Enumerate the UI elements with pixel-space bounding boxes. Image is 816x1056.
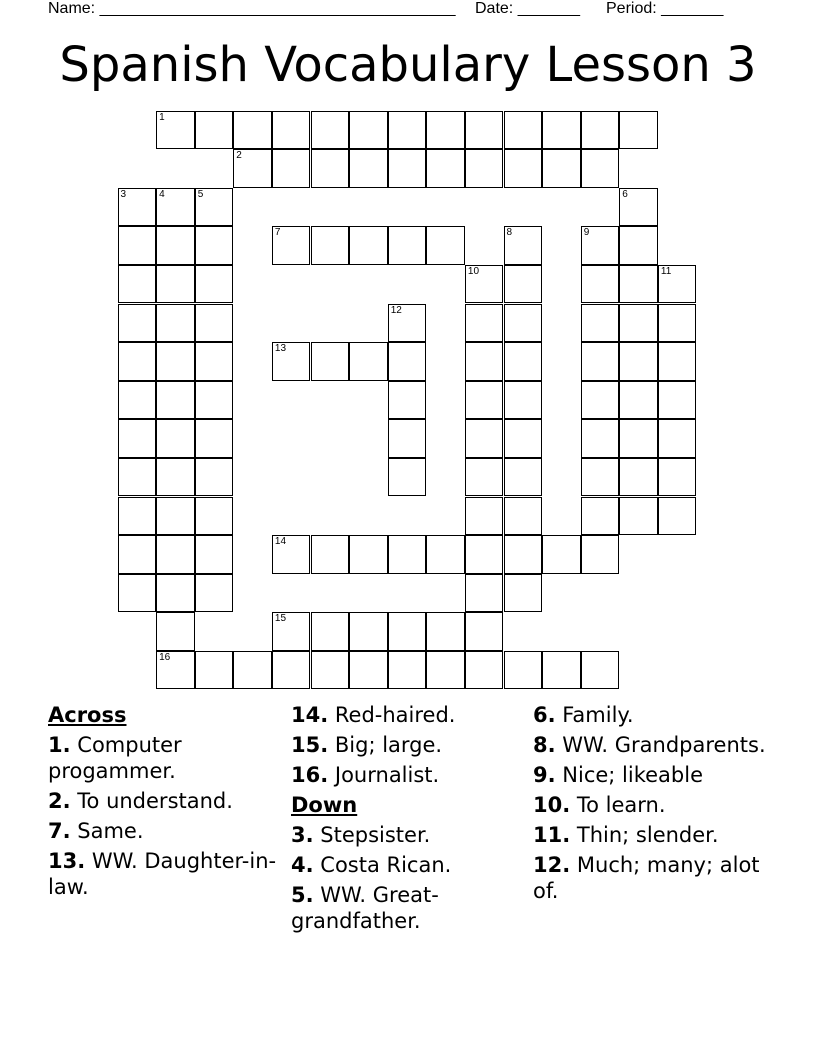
grid-cell[interactable] [311,651,350,690]
clue-item [533,852,773,904]
clue-item [291,822,531,848]
grid-cell[interactable] [311,535,350,574]
clue-item-text: To learn. [576,793,666,817]
grid-cell[interactable] [581,535,620,574]
grid-cell[interactable] [118,574,157,613]
grid-cell[interactable] [156,497,195,536]
grid-cell[interactable] [504,342,543,381]
clue-item-number: 3. [291,823,314,847]
clue-number: 11 [660,265,672,277]
clue-item-text: Family. [562,703,634,727]
clue-item-text: Nice; likeable [562,763,703,787]
grid-cell[interactable] [504,226,543,265]
clue-item [48,818,288,844]
grid-cell[interactable] [156,226,195,265]
grid-cell[interactable] [388,419,427,458]
grid-cell[interactable] [156,342,195,381]
grid-cell[interactable] [388,458,427,497]
clue-item-text: Much; many; alot of. [533,853,760,903]
clue-item-number: 13. [48,849,86,873]
grid-cell[interactable] [311,226,350,265]
clue-number: 10 [467,265,480,277]
clue-item [48,848,288,900]
grid-cell[interactable] [195,226,234,265]
grid-cell[interactable] [504,265,543,304]
clue-number: 2 [236,150,242,162]
grid-cell[interactable] [118,188,157,227]
across-clue-list-1 [48,732,288,900]
grid-cell[interactable] [619,458,658,497]
clue-item-number: 15. [291,733,329,757]
clue-item-text: Big; large. [334,733,443,757]
grid-cell[interactable] [581,651,620,690]
clue-item-text: WW. Great-grandfather. [291,883,439,933]
grid-cell[interactable] [388,226,427,265]
grid-cell[interactable] [619,265,658,304]
grid-cell[interactable] [195,111,234,150]
grid-cell[interactable] [465,651,504,690]
clue-item [533,822,773,848]
clue-item [291,732,531,758]
grid-cell[interactable] [504,149,543,188]
grid-cell[interactable] [465,149,504,188]
grid-cell[interactable] [311,612,350,651]
grid-cell[interactable] [619,497,658,536]
grid-cell[interactable] [233,651,272,690]
clue-item-text: Thin; slender. [576,823,719,847]
grid-cell[interactable] [195,458,234,497]
grid-cell[interactable] [658,381,697,420]
grid-cell[interactable] [349,111,388,150]
grid-cell[interactable] [195,535,234,574]
grid-cell[interactable] [388,612,427,651]
clue-number: 4 [159,188,165,200]
grid-cell[interactable] [272,111,311,150]
date-field-label: Date: _______ [475,0,580,17]
grid-cell[interactable] [619,188,658,227]
clue-item-text: WW. Grandparents. [562,733,766,757]
grid-cell[interactable] [504,304,543,343]
grid-cell[interactable] [156,304,195,343]
grid-cell[interactable] [542,111,581,150]
grid-cell[interactable] [272,535,311,574]
grid-cell[interactable] [272,226,311,265]
grid-cell[interactable] [619,226,658,265]
grid-cell[interactable] [195,342,234,381]
clue-item [533,792,773,818]
grid-cell[interactable] [504,419,543,458]
clue-item [291,852,531,878]
grid-cell[interactable] [349,612,388,651]
clue-item-number: 4. [291,853,314,877]
clue-item [291,762,531,788]
clue-number: 15 [274,613,287,625]
clues-column-2 [291,702,531,938]
clue-item [48,788,288,814]
grid-cell[interactable] [658,419,697,458]
grid-cell[interactable] [272,651,311,690]
clue-item-number: 8. [533,733,556,757]
grid-cell[interactable] [195,497,234,536]
grid-cell[interactable] [118,381,157,420]
clue-item [533,762,773,788]
clue-item-number: 16. [291,763,329,787]
grid-cell[interactable] [156,111,195,150]
clue-item-text: To understand. [77,789,233,813]
grid-cell[interactable] [465,497,504,536]
grid-cell[interactable] [465,304,504,343]
grid-cell[interactable] [426,226,465,265]
grid-cell[interactable] [581,458,620,497]
grid-cell[interactable] [195,651,234,690]
clue-item [48,732,288,784]
grid-cell[interactable] [388,381,427,420]
clue-item-number: 5. [291,883,314,907]
grid-cell[interactable] [233,149,272,188]
grid-cell[interactable] [426,612,465,651]
clue-number: 5 [197,188,204,200]
period-field-label: Period: _______ [606,0,724,17]
clue-item-text: Red-haired. [334,703,456,727]
grid-cell[interactable] [619,111,658,150]
down-clue-list-1 [291,822,531,934]
grid-cell[interactable] [504,535,543,574]
grid-cell[interactable] [658,497,697,536]
grid-cell[interactable] [619,419,658,458]
grid-cell[interactable] [465,111,504,150]
clue-item-number: 14. [291,703,329,727]
grid-cell[interactable] [156,535,195,574]
grid-cell[interactable] [388,304,427,343]
clues-column-1 [48,702,288,904]
grid-cell[interactable] [195,419,234,458]
grid-cell[interactable] [195,381,234,420]
clue-number: 8 [506,227,513,239]
clue-number: 1 [159,111,165,123]
grid-cell[interactable] [349,226,388,265]
clue-item [533,732,773,758]
grid-cell[interactable] [426,149,465,188]
clue-number: 7 [274,227,281,239]
grid-cell[interactable] [542,535,581,574]
grid-cell[interactable] [349,342,388,381]
grid-cell[interactable] [581,149,620,188]
grid-cell[interactable] [581,497,620,536]
grid-cell[interactable] [195,574,234,613]
grid-cell[interactable] [658,265,697,304]
grid-cell[interactable] [272,612,311,651]
clue-item-text: Computer progammer. [48,733,182,783]
clue-number: 14 [274,536,287,548]
clue-number: 9 [583,227,590,239]
grid-cell[interactable] [658,342,697,381]
grid-cell[interactable] [156,574,195,613]
name-field-label: Name: ________________________________________ [48,0,456,17]
down-heading: Down [291,793,358,817]
clue-item-number: 10. [533,793,571,817]
grid-cell[interactable] [465,419,504,458]
clue-number: 6 [622,188,628,200]
clue-item-number: 1. [48,733,71,757]
clues-column-3 [533,702,773,908]
grid-cell[interactable] [465,381,504,420]
clue-item-number: 7. [48,819,71,843]
grid-cell[interactable] [619,342,658,381]
grid-cell[interactable] [504,651,543,690]
grid-cell[interactable] [118,497,157,536]
grid-cell[interactable] [619,381,658,420]
clue-item-number: 6. [533,703,556,727]
grid-cell[interactable] [465,458,504,497]
grid-cell[interactable] [311,149,350,188]
clue-item-text: Same. [77,819,144,843]
grid-cell[interactable] [581,419,620,458]
grid-cell[interactable] [118,342,157,381]
clue-item [533,702,773,728]
grid-cell[interactable] [118,304,157,343]
grid-cell[interactable] [581,381,620,420]
grid-cell[interactable] [504,111,543,150]
grid-cell[interactable] [156,381,195,420]
grid-cell[interactable] [195,265,234,304]
grid-cell[interactable] [156,265,195,304]
grid-cell[interactable] [426,535,465,574]
grid-cell[interactable] [156,612,195,651]
grid-cell[interactable] [156,651,195,690]
grid-cell[interactable] [118,226,157,265]
grid-cell[interactable] [426,651,465,690]
down-clue-list-2 [533,702,773,904]
grid-cell[interactable] [465,342,504,381]
clue-item-text: Journalist. [334,763,440,787]
clue-number: 16 [159,651,171,663]
grid-cell[interactable] [311,342,350,381]
grid-cell[interactable] [465,612,504,651]
grid-cell[interactable] [272,342,311,381]
grid-cell[interactable] [349,535,388,574]
grid-cell[interactable] [349,149,388,188]
clue-item-number: 11. [533,823,571,847]
grid-cell[interactable] [619,304,658,343]
grid-cell[interactable] [118,535,157,574]
clue-item-number: 9. [533,763,556,787]
page-title: Spanish Vocabulary Lesson 3 [59,37,757,93]
clue-item-text: Stepsister. [320,823,431,847]
grid-cell[interactable] [581,304,620,343]
grid-cell[interactable] [465,265,504,304]
clue-item-text: WW. Daughter-in-law. [48,849,277,899]
grid-cell[interactable] [658,304,697,343]
grid-cell[interactable] [581,111,620,150]
grid-cell[interactable] [581,265,620,304]
grid-cell[interactable] [542,651,581,690]
grid-cell[interactable] [311,111,350,150]
clue-number: 3 [120,188,127,200]
grid-cell[interactable] [388,342,427,381]
grid-cell[interactable] [504,497,543,536]
grid-cell[interactable] [156,419,195,458]
across-heading: Across [48,703,127,727]
grid-cell[interactable] [542,149,581,188]
grid-cell[interactable] [195,304,234,343]
grid-cell[interactable] [465,535,504,574]
grid-cell[interactable] [118,265,157,304]
grid-cell[interactable] [349,651,388,690]
grid-cell[interactable] [388,651,427,690]
clue-number: 12 [390,304,402,316]
clue-item-number: 12. [533,853,571,877]
clue-item [291,882,531,934]
grid-cell[interactable] [388,149,427,188]
clue-number: 13 [274,343,287,355]
grid-cell[interactable] [118,419,157,458]
grid-cell[interactable] [504,458,543,497]
grid-cell[interactable] [156,458,195,497]
across-clue-list-2 [291,702,531,788]
grid-cell[interactable] [581,342,620,381]
grid-cell[interactable] [388,111,427,150]
grid-cell[interactable] [658,458,697,497]
grid-cell[interactable] [465,574,504,613]
clue-item-text: Costa Rican. [320,853,452,877]
grid-cell[interactable] [388,535,427,574]
grid-cell[interactable] [233,111,272,150]
grid-cell[interactable] [426,111,465,150]
clue-item-number: 2. [48,789,71,813]
grid-cell[interactable] [581,226,620,265]
grid-cell[interactable] [272,149,311,188]
grid-cell[interactable] [504,381,543,420]
grid-cell[interactable] [195,188,234,227]
clue-item [291,702,531,728]
grid-cell[interactable] [118,458,157,497]
grid-cell[interactable] [504,574,543,613]
grid-cell[interactable] [156,188,195,227]
